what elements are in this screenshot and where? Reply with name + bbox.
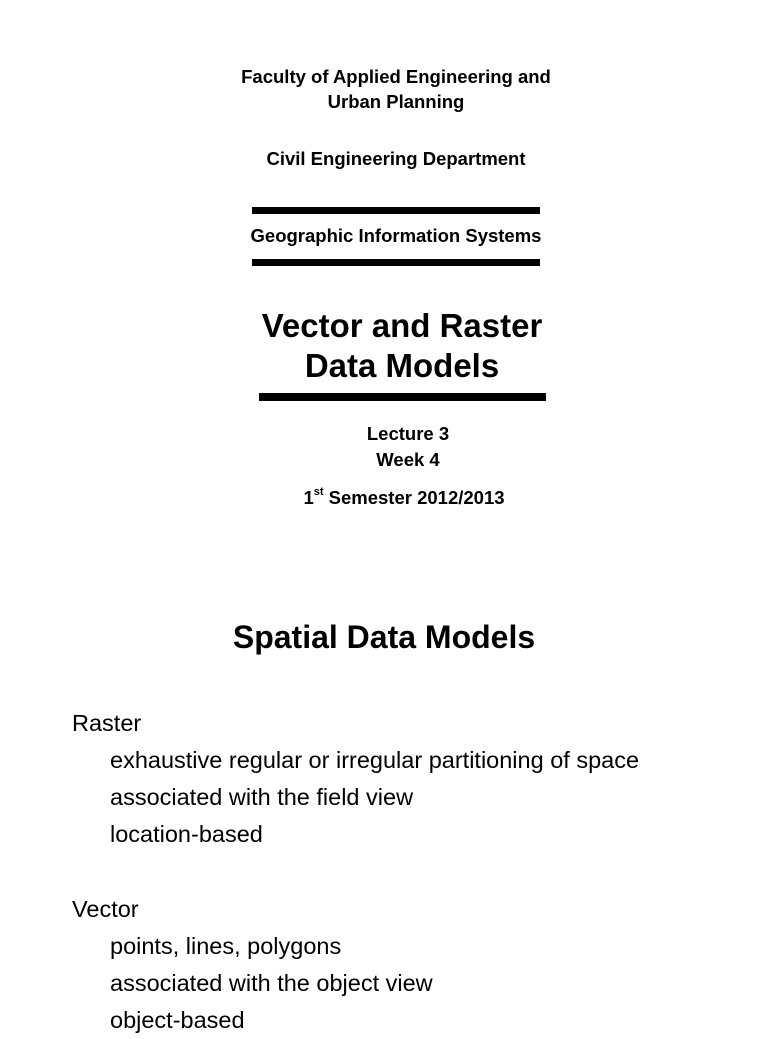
week-number: Week 4 — [376, 449, 440, 470]
middle-rule — [252, 259, 540, 266]
semester-info — [20, 485, 768, 511]
list-item: points, lines, polygons — [110, 933, 342, 959]
faculty-line-2: Urban Planning — [327, 91, 465, 112]
lecture-title — [18, 306, 768, 386]
lecture-number: Lecture 3 — [366, 423, 450, 444]
title-rule — [259, 393, 546, 401]
lecture-title-line-2: Data Models — [304, 347, 500, 384]
top-rule — [252, 207, 540, 214]
semester-ordinal-suffix: st — [313, 485, 324, 498]
faculty-name — [12, 64, 768, 114]
list-item: location-based — [110, 821, 263, 847]
lecture-info — [24, 421, 768, 473]
list-item: associated with the field view — [110, 784, 414, 810]
vector-heading: Vector — [72, 896, 139, 922]
raster-section — [72, 705, 639, 853]
semester-text: Semester 2012/2013 — [323, 487, 505, 508]
lecture-title-line-1: Vector and Raster — [261, 307, 543, 344]
list-item: object-based — [110, 1007, 245, 1033]
vector-section — [72, 891, 433, 1039]
course-name: Geographic Information Systems — [250, 225, 542, 246]
list-item: exhaustive regular or irregular partitioning of space — [110, 747, 640, 773]
raster-list — [72, 742, 639, 853]
raster-heading: Raster — [72, 710, 142, 736]
slide-title: Spatial Data Models — [232, 619, 536, 655]
semester-ordinal: 1 — [303, 487, 314, 508]
faculty-line-1: Faculty of Applied Engineering and — [241, 66, 551, 87]
department-name: Civil Engineering Department — [266, 148, 526, 169]
list-item: associated with the object view — [110, 970, 433, 996]
vector-list — [72, 928, 433, 1039]
